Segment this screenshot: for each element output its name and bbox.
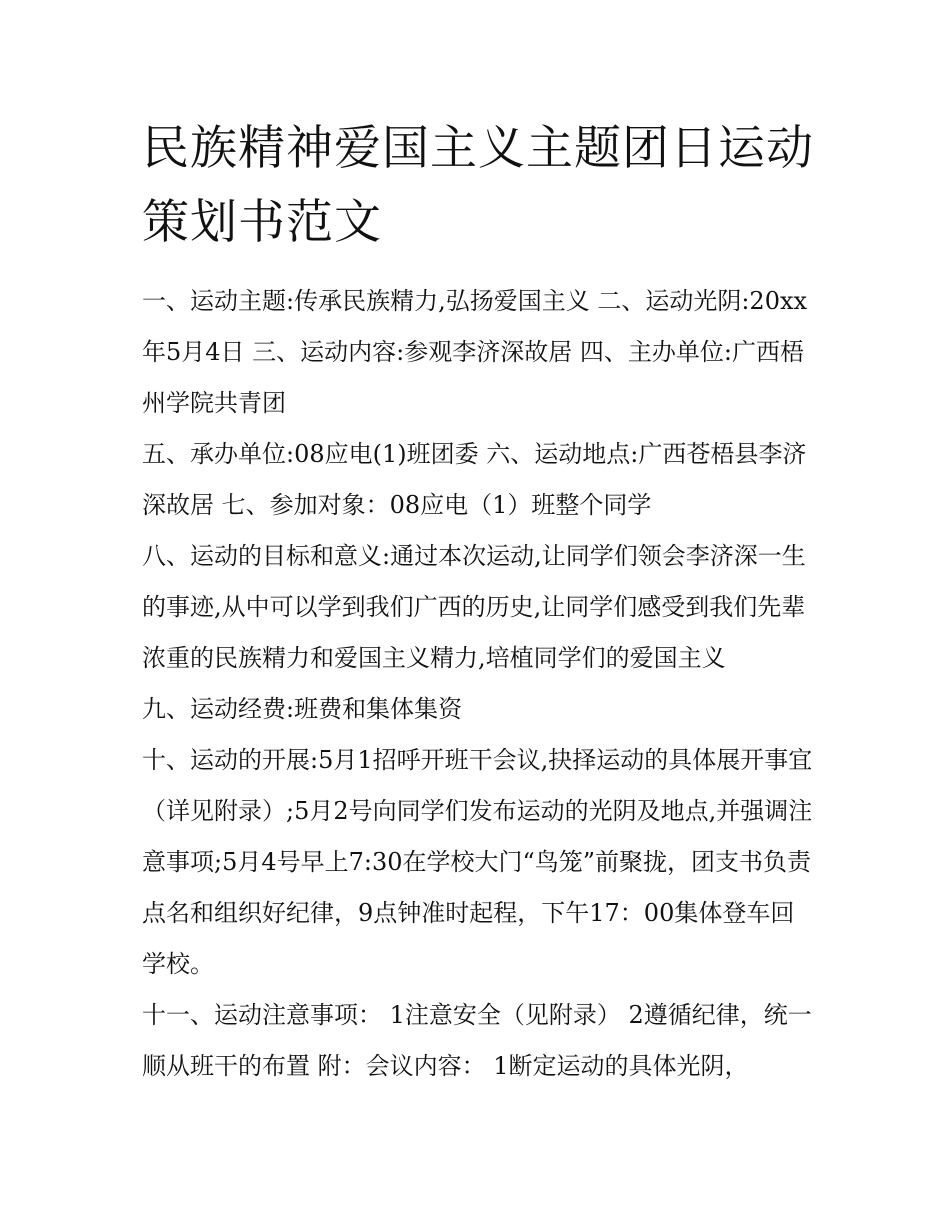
document-body <box>142 276 814 1092</box>
paragraph-schedule: 十、运动的开展:5月1招呼开班干会议,抉择运动的具体展开事宜（详见附录）;5月2号向同学们发布运动的光阴及地点,并强调注意事项;5月4号早上7:30在学校大门“鸟笼”前聚拢，团支书负责点名和组织好纪律，9点钟准时起程，下午17：00集体登车回学校。 <box>142 746 813 978</box>
paragraph-precautions: 十一、运动注意事项： 1注意安全（见附录） 2遵循纪律，统一顺从班干的布置 附：会议内容： 1断定运动的具体光阴， <box>142 1001 812 1080</box>
paragraph-purpose: 八、运动的目标和意义:通过本次运动,让同学们领会李济深一生的事迹,从中可以学到我们广西的历史,让同学们感受到我们先辈浓重的民族精力和爱国主义精力,培植同学们的爱国主义 <box>142 542 806 672</box>
paragraph-basic-info: 一、运动主题:传承民族精力,弘扬爱国主义 二、运动光阴:20xx年5月4日 三、运动内容:参观李济深故居 四、主办单位:广西梧州学院共青团 <box>142 287 808 417</box>
document-title: 民族精神爱国主义主题团日运动策划书范文 <box>142 121 814 250</box>
paragraph-organizer-location: 五、承办单位:08应电(1)班团委 六、运动地点:广西苍梧县李济深故居 七、参加对象：08应电（1）班整个同学 <box>142 440 807 519</box>
paragraph-funding: 九、运动经费:班费和集体集资 <box>142 695 463 723</box>
